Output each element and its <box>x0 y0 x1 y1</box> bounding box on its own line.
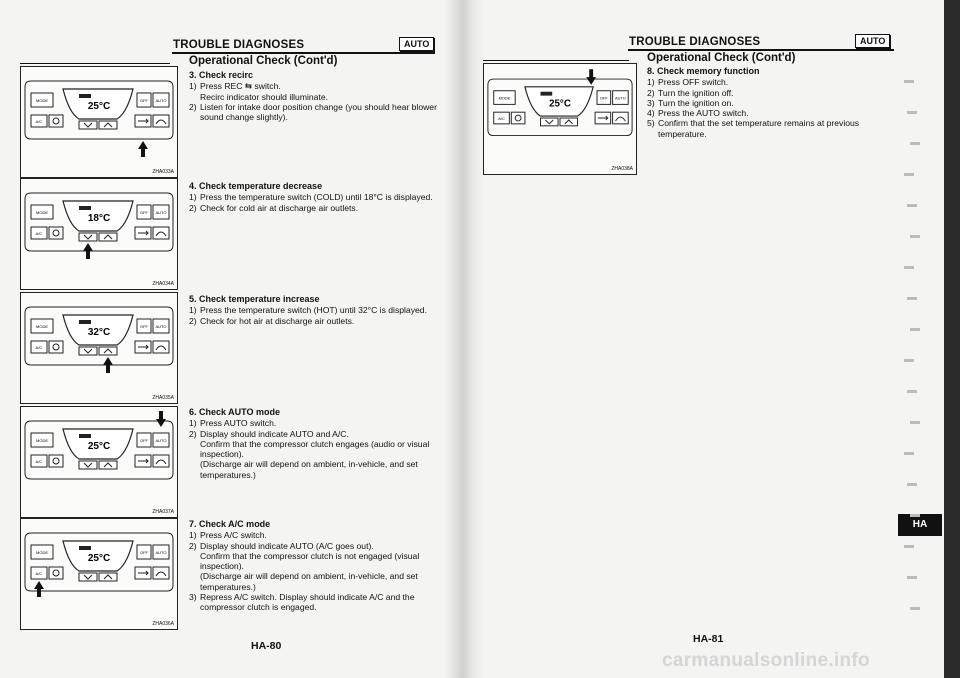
step-number <box>189 571 200 592</box>
edge-mark <box>907 390 917 393</box>
right-header: TROUBLE DIAGNOSES <box>629 36 761 48</box>
section-heading: 4. Check temperature decrease <box>189 181 323 191</box>
step-row <box>189 551 439 572</box>
section-5 <box>189 294 439 326</box>
fan-switch <box>49 455 63 467</box>
edge-mark <box>910 328 920 331</box>
section-6 <box>189 407 439 480</box>
step-row <box>189 305 439 315</box>
step-text: Recirc indicator should illuminate. <box>200 91 329 102</box>
edge-mark <box>907 111 917 114</box>
step-text: Display should indicate AUTO and A/C. <box>200 428 349 439</box>
step-number <box>189 92 200 102</box>
display-temperature: 25°C <box>87 553 111 564</box>
figure-caption: ZHA035A <box>152 395 174 401</box>
section-heading: 8. Check memory function <box>647 66 760 76</box>
control-panel-diagram <box>484 64 636 174</box>
section-4 <box>189 181 439 213</box>
step-text: Press the temperature switch (HOT) until 32°C is displayed. <box>200 305 427 316</box>
step-number: 1) <box>189 530 197 541</box>
defrost-switch <box>153 115 169 127</box>
pointer-arrow-icon <box>34 581 44 597</box>
display-indicator-icon <box>79 320 91 324</box>
step-text: Confirm that the compressor clutch engages (audio or visual inspection). <box>200 438 430 460</box>
temp-hot-switch <box>99 233 117 241</box>
control-panel-diagram <box>21 293 177 403</box>
temp-hot-switch <box>99 461 117 469</box>
step-text: Turn the ignition on. <box>658 97 734 108</box>
control-panel-diagram <box>21 519 177 629</box>
figure-caption: ZHA034A <box>152 281 174 287</box>
watermark: carmanualsonline.info <box>662 650 870 671</box>
display-temperature: 25°C <box>549 98 571 110</box>
left-header: TROUBLE DIAGNOSES <box>173 39 305 51</box>
section-heading: 7. Check A/C mode <box>189 519 271 529</box>
temp-hot-switch <box>99 573 117 581</box>
right-page-edge <box>944 0 960 678</box>
step-number: 2) <box>189 315 197 326</box>
step-number: 4) <box>647 108 655 119</box>
edge-mark <box>907 483 917 486</box>
pointer-arrow-icon <box>156 411 166 427</box>
left-page-title: Operational Check (Cont'd) <box>189 55 338 67</box>
right-header-rule <box>628 49 894 51</box>
step-number: 3) <box>647 97 655 108</box>
ac-switch-label: A/C <box>35 345 43 350</box>
ac-switch-label: A/C <box>35 231 43 236</box>
ha-section-tab[interactable]: HA <box>898 514 942 536</box>
ac-switch-label: A/C <box>498 115 505 121</box>
step-number: 1) <box>189 192 197 203</box>
step-row <box>189 316 439 326</box>
step-text: (Discharge air will depend on ambient, in-vehicle, and set temperatures.) <box>200 459 418 480</box>
step-text: Turn the ignition off. <box>658 87 734 98</box>
auto-switch-label: AUTO <box>155 324 167 329</box>
step-number: 2) <box>189 428 197 439</box>
ac-switch-label: A/C <box>35 571 43 576</box>
pointer-arrow-icon <box>103 357 113 373</box>
step-text: Press the AUTO switch. <box>658 108 749 119</box>
display-temperature: 25°C <box>87 441 111 452</box>
right-page-number: HA-81 <box>693 633 724 645</box>
figure-2 <box>20 178 178 290</box>
step-number <box>189 439 200 460</box>
edge-mark <box>907 297 917 300</box>
fan-switch <box>511 112 525 124</box>
left-switch-label: MODE <box>36 438 48 443</box>
step-number <box>189 551 200 572</box>
display-temperature: 18°C <box>87 213 111 224</box>
temp-hot-switch <box>99 347 117 355</box>
step-text: Press REC ⇆ switch. <box>200 81 281 92</box>
edge-mark <box>910 607 920 610</box>
off-switch-label: OFF <box>140 324 148 329</box>
ac-switch-label: A/C <box>35 119 43 124</box>
step-number: 1) <box>189 305 197 316</box>
display-indicator-icon <box>79 546 91 550</box>
edge-mark <box>910 142 920 145</box>
defrost-switch <box>153 227 169 239</box>
left-switch-label: MODE <box>498 95 511 101</box>
step-row <box>189 92 439 102</box>
left-switch-label: MODE <box>36 210 48 215</box>
temp-cold-switch <box>79 233 97 241</box>
step-row <box>189 203 439 213</box>
temp-cold-switch <box>79 121 97 129</box>
left-page-number: HA-80 <box>251 640 282 652</box>
step-row <box>647 88 890 98</box>
step-text: Display should indicate AUTO (A/C goes out). <box>200 540 374 551</box>
step-number: 3) <box>189 592 197 603</box>
edge-marks <box>900 80 940 640</box>
binding-shadow <box>445 0 485 678</box>
right-fig-rule <box>483 60 629 61</box>
step-number <box>189 459 200 480</box>
left-switch-label: MODE <box>36 550 48 555</box>
step-row <box>189 541 439 551</box>
step-text: Press AUTO switch. <box>200 418 277 429</box>
edge-mark <box>910 514 920 517</box>
fan-switch <box>49 115 63 127</box>
left-switch-label: MODE <box>36 98 48 103</box>
temp-cold-switch <box>541 118 559 126</box>
auto-switch-label: AUTO <box>615 95 626 101</box>
step-text: Confirm that the compressor clutch is not engaged (visual inspection). <box>200 550 420 572</box>
figure-caption: ZHA036A <box>152 621 174 627</box>
section-heading: 5. Check temperature increase <box>189 294 320 304</box>
temp-hot-switch <box>560 118 578 126</box>
section-7 <box>189 519 439 613</box>
step-row <box>189 102 439 123</box>
off-switch-label: OFF <box>140 550 148 555</box>
figure-caption: ZHA033A <box>152 169 174 175</box>
step-row <box>189 571 439 592</box>
defrost-switch <box>153 567 169 579</box>
edge-mark <box>910 235 920 238</box>
display-indicator-icon <box>79 206 91 210</box>
step-row <box>189 81 439 91</box>
edge-mark <box>904 266 914 269</box>
fan-switch <box>49 341 63 353</box>
temp-hot-switch <box>99 121 117 129</box>
off-switch-label: OFF <box>140 210 148 215</box>
step-row <box>189 459 439 480</box>
temp-cold-switch <box>79 347 97 355</box>
figure-5 <box>20 518 178 630</box>
control-panel-diagram <box>21 407 177 517</box>
edge-mark <box>904 545 914 548</box>
step-text: Repress A/C switch. Display should indicate A/C and the compressor clutch is engaged. <box>200 592 415 613</box>
left-auto-tag: AUTO <box>399 37 434 51</box>
step-number: 1) <box>189 81 197 92</box>
edge-mark <box>904 452 914 455</box>
step-row <box>189 429 439 439</box>
pointer-arrow-icon <box>586 69 596 85</box>
step-number: 2) <box>647 87 655 98</box>
step-text: Press the temperature switch (COLD) until 18°C is displayed. <box>200 192 433 203</box>
edge-mark <box>904 359 914 362</box>
left-header-rule <box>172 52 435 54</box>
section-heading: 3. Check recirc <box>189 70 254 80</box>
edge-mark <box>907 204 917 207</box>
right-auto-tag: AUTO <box>855 34 890 48</box>
display-indicator-icon <box>541 92 553 96</box>
step-number: 1) <box>189 418 197 429</box>
figure-caption: ZHA037A <box>152 509 174 515</box>
auto-switch-label: AUTO <box>155 98 167 103</box>
step-text: Press A/C switch. <box>200 530 267 541</box>
figure-6 <box>483 63 637 175</box>
step-text: Check for hot air at discharge air outlets. <box>200 315 355 326</box>
figure-1 <box>20 66 178 178</box>
step-text: Confirm that the set temperature remains at previous temperature. <box>658 118 860 139</box>
step-row <box>647 98 890 108</box>
edge-mark <box>910 421 920 424</box>
edge-mark <box>904 80 914 83</box>
step-row <box>189 418 439 428</box>
display-temperature: 25°C <box>87 101 111 112</box>
temp-cold-switch <box>79 573 97 581</box>
display-indicator-icon <box>79 94 91 98</box>
auto-switch-label: AUTO <box>155 550 167 555</box>
step-number: 1) <box>647 77 655 88</box>
step-number: 2) <box>189 101 197 112</box>
auto-switch-label: AUTO <box>155 210 167 215</box>
left-switch-label: MODE <box>36 324 48 329</box>
defrost-switch <box>153 455 169 467</box>
off-switch-label: OFF <box>140 98 148 103</box>
step-number: 2) <box>189 202 197 213</box>
step-row <box>647 118 890 139</box>
section-heading: 6. Check AUTO mode <box>189 407 281 417</box>
fan-switch <box>49 567 63 579</box>
step-text: (Discharge air will depend on ambient, in-vehicle, and set temperatures.) <box>200 571 418 592</box>
defrost-switch <box>613 112 629 124</box>
ac-switch-label: A/C <box>35 459 43 464</box>
temp-cold-switch <box>79 461 97 469</box>
step-row <box>189 439 439 460</box>
off-switch-label: OFF <box>599 95 608 101</box>
edge-mark <box>904 173 914 176</box>
section-8 <box>647 66 890 139</box>
defrost-switch <box>153 341 169 353</box>
step-text: Check for cold air at discharge air outlets. <box>200 202 359 213</box>
control-panel-diagram <box>21 179 177 289</box>
fan-switch <box>49 227 63 239</box>
figure-caption: ZHA038A <box>611 166 633 172</box>
step-number: 2) <box>189 540 197 551</box>
display-temperature: 32°C <box>87 327 111 338</box>
step-row <box>189 592 439 613</box>
edge-mark <box>907 576 917 579</box>
step-text: Listen for intake door position change (you should hear blower sound change slightly). <box>200 101 437 123</box>
display-indicator-icon <box>79 434 91 438</box>
control-panel-diagram <box>21 67 177 177</box>
pointer-arrow-icon <box>83 243 93 259</box>
right-page-title: Operational Check (Cont'd) <box>647 52 796 64</box>
off-switch-label: OFF <box>140 438 148 443</box>
figure-3 <box>20 292 178 404</box>
step-number: 5) <box>647 118 655 129</box>
auto-switch-label: AUTO <box>155 438 167 443</box>
left-fig-rule <box>20 63 170 64</box>
section-3 <box>189 70 439 122</box>
step-row <box>189 192 439 202</box>
step-row <box>647 77 890 87</box>
step-text: Press OFF switch. <box>658 77 729 88</box>
step-row <box>189 530 439 540</box>
step-row <box>647 108 890 118</box>
figure-4 <box>20 406 178 518</box>
pointer-arrow-icon <box>138 141 148 157</box>
